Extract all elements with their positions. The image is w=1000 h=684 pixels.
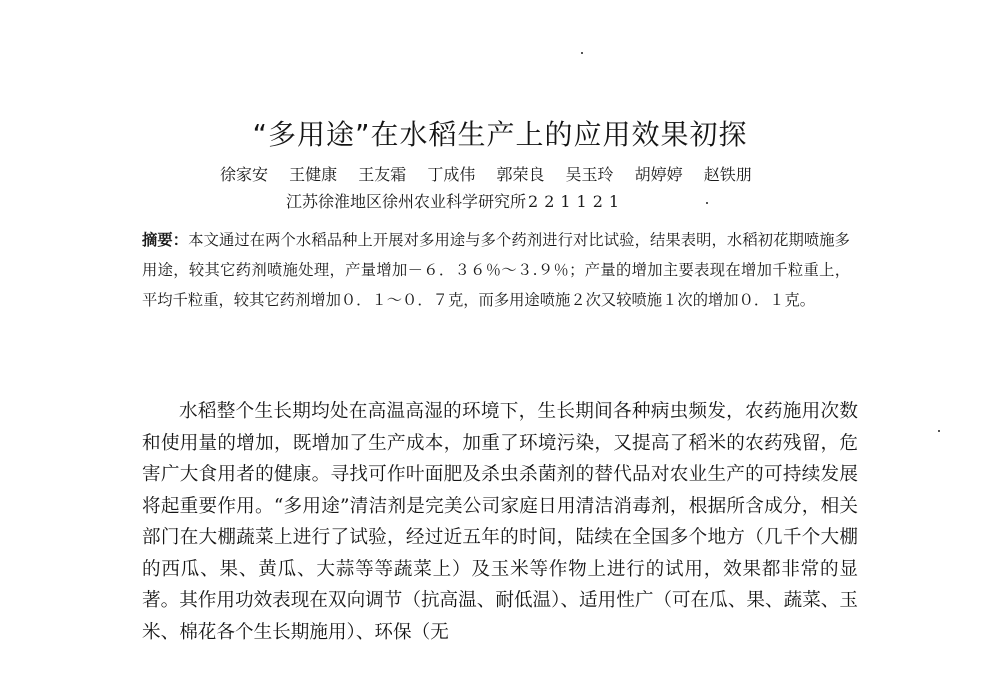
- scan-speck: [581, 52, 583, 54]
- author-name: 徐家安: [220, 165, 269, 184]
- affiliation-line: [286, 189, 806, 212]
- postal-code: 221121: [528, 192, 626, 211]
- scan-speck: [938, 430, 940, 432]
- paper-title: “多用途”在水稻生产上的应用效果初探: [252, 118, 748, 151]
- affiliation-name: 江苏徐淮地区徐州农业科学研究所: [286, 192, 527, 211]
- author-name: 吴玉玲: [565, 165, 614, 184]
- body-paragraph: 水稻整个生长期均处在高温高湿的环境下，生长期间各种病虫频发，农药施用次数和使用量的增加，既增加了生产成本，加重了环境污染，又提高了稻米的农药残留，危害广大食用者的健康。寻找可作叶面肥及杀虫杀菌剂的替代品对农业生产的可持续发展将起重要作用。“多用途”清洁剂是完美公司家庭日用清洁消毒剂，根据所含成分，相关部门在大棚蔬菜上进行了试验，经过近五年的时间，陆续在全国多个地方（几千个大棚的西瓜、果、黄瓜、大蒜等等蔬菜上）及玉米等作物上进行的试用，效果都非常的显著。其作用功效表现在双向调节（抗高温、耐低温）、适用性广（可在瓜、果、蔬菜、玉米、棉花各个生长期施用）、环保（无: [142, 401, 858, 643]
- author-name: 王友霜: [358, 165, 407, 184]
- author-name: 王健康: [289, 165, 338, 184]
- abstract-text: 本文通过在两个水稻品种上开展对多用途与多个药剂进行对比试验，结果表明，水稻初花期喷施多用途，较其它药剂喷施处理，产量增加－６．３６％～３.９％；产量的增加主要表现在增加千粒重上，平均千粒重，较其它药剂增加０．１～０．７克，而多用途喷施２次又较喷施１次的增加０．１克。: [142, 231, 850, 309]
- author-name: 胡婷婷: [634, 165, 683, 184]
- author-name: 赵铁朋: [703, 165, 752, 184]
- author-name: 丁成伟: [427, 165, 476, 184]
- abstract-block: [142, 225, 850, 315]
- author-list: [220, 162, 820, 185]
- abstract-label: 摘要：: [142, 231, 189, 249]
- author-name: 郭荣良: [496, 165, 545, 184]
